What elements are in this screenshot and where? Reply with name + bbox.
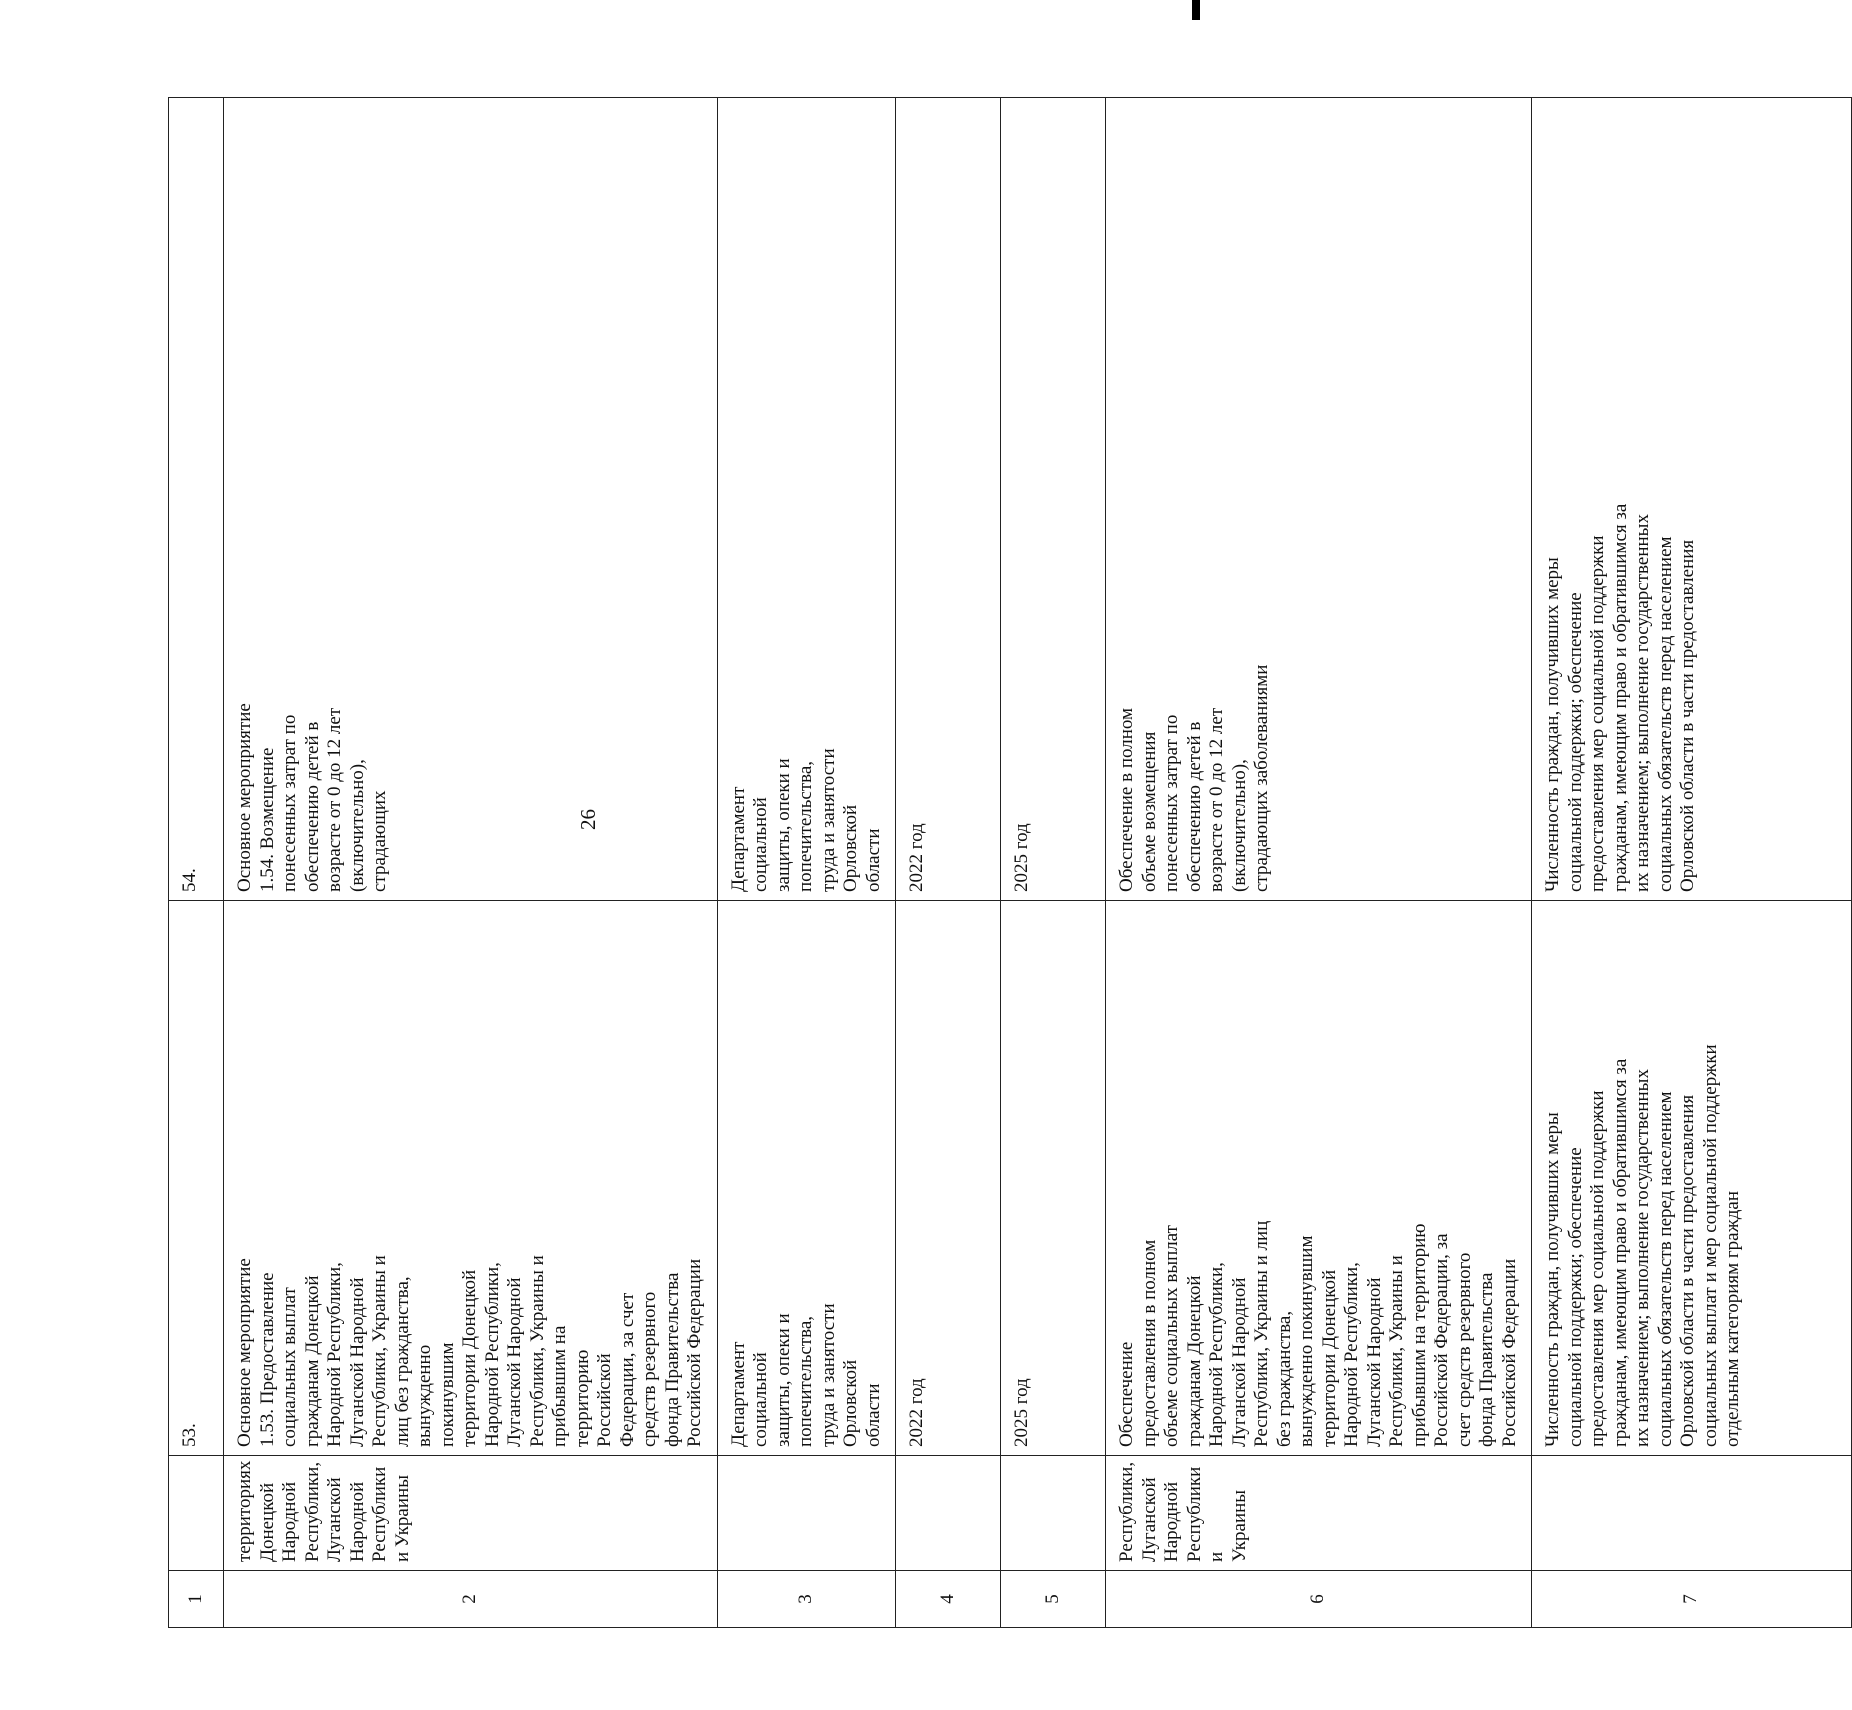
header-cell: 1	[169, 1571, 224, 1628]
table-cell-expected-result: Республики, Луганской Народной Республики и Украины	[1106, 1456, 1532, 1571]
header-cell: 4	[896, 1571, 1001, 1628]
table-cell-end-year: 2025 год	[1001, 901, 1106, 1456]
table-cell-start-year: 2022 год	[896, 98, 1001, 901]
table-column-start-year	[896, 98, 1001, 1628]
table-cell-end-year: 2025 год	[1001, 98, 1106, 901]
table-cell-end-year	[1001, 1456, 1106, 1571]
table-cell-number: 53.	[169, 901, 224, 1456]
table-cell-start-year	[896, 1456, 1001, 1571]
table-cell-number: 54.	[169, 98, 224, 901]
scan-edge-mark	[1192, 0, 1200, 20]
table-column-executor	[717, 98, 896, 1628]
table-column-number	[169, 98, 224, 1628]
header-cell: 5	[1001, 1571, 1106, 1628]
table-column-measure	[224, 98, 718, 1628]
table-column-end-year	[1001, 98, 1106, 1628]
table-cell-expected-result: Обеспечение в полном объеме возмещения понесенных затрат по обеспечению детей в возрасте от 0 до 12 лет (включительно), страдающих заболеваниями	[1106, 98, 1532, 901]
header-cell: 7	[1532, 1571, 1852, 1628]
table-column-expected-result	[1106, 98, 1532, 1628]
table-cell-number	[169, 1456, 224, 1571]
header-cell: 2	[224, 1571, 718, 1628]
table-cell-executor	[717, 1456, 896, 1571]
table-cell-measure: территориях Донецкой Народной Республики, Луганской Народной Республики и Украины	[224, 1456, 718, 1571]
header-cell: 3	[717, 1571, 896, 1628]
table-cell-measure: Основное мероприятие 1.54. Возмещение понесенных затрат по обеспечению детей в возрасте от 0 до 12 лет (включительно), страдающих	[224, 98, 718, 901]
table-column-indicator	[1532, 98, 1852, 1628]
measures-table	[168, 97, 1852, 1628]
page-number: 26	[576, 809, 600, 830]
table-cell-indicator: Численность граждан, получивших меры социальной поддержки; обеспечение предоставления мер социальной поддержки гражданам, имеющим право и обратившимся за их назначением; выполнение государственных социальных обязательств перед населением Орловской области в части предоставления социальных выплат и мер социальной поддержки отдельным категориям граждан	[1532, 901, 1852, 1456]
table-cell-start-year: 2022 год	[896, 901, 1001, 1456]
table-cell-indicator	[1532, 1456, 1852, 1571]
rotated-table-container	[168, 98, 1743, 1628]
table-cell-executor: Департамент социальной защиты, опеки и попечительства, труда и занятости Орловской области	[717, 98, 896, 901]
table-cell-indicator: Численность граждан, получивших меры социальной поддержки; обеспечение предоставления мер социальной поддержки гражданам, имеющим право и обратившимся за их назначением; выполнение государственных социальных обязательств перед населением Орловской области в части предоставления	[1532, 98, 1852, 901]
header-cell: 6	[1106, 1571, 1532, 1628]
table-cell-measure: Основное мероприятие 1.53. Предоставление социальных выплат гражданам Донецкой Народной Республики, Луганской Народной Республики, Украины и лиц без гражданства, вынужденно покинувшим территории Донецкой Народной Республики, Луганской Народной Республики, Украины и прибывшим на территорию Российской Федерации, за счет средств резервного фонда Правительства Российской Федерации	[224, 901, 718, 1456]
table-cell-executor: Департамент социальной защиты, опеки и попечительства, труда и занятости Орловской области	[717, 901, 896, 1456]
table-cell-expected-result: Обеспечение предоставления в полном объеме социальных выплат гражданам Донецкой Народной Республики, Луганской Народной Республики, Украины и лиц без гражданства, вынужденно покинувшим территории Донецкой Народной Республики, Луганской Народной Республики, Украины и прибывшим на территорию Российской Федерации, за счет средств резервного фонда Правительства Российской Федерации	[1106, 901, 1532, 1456]
